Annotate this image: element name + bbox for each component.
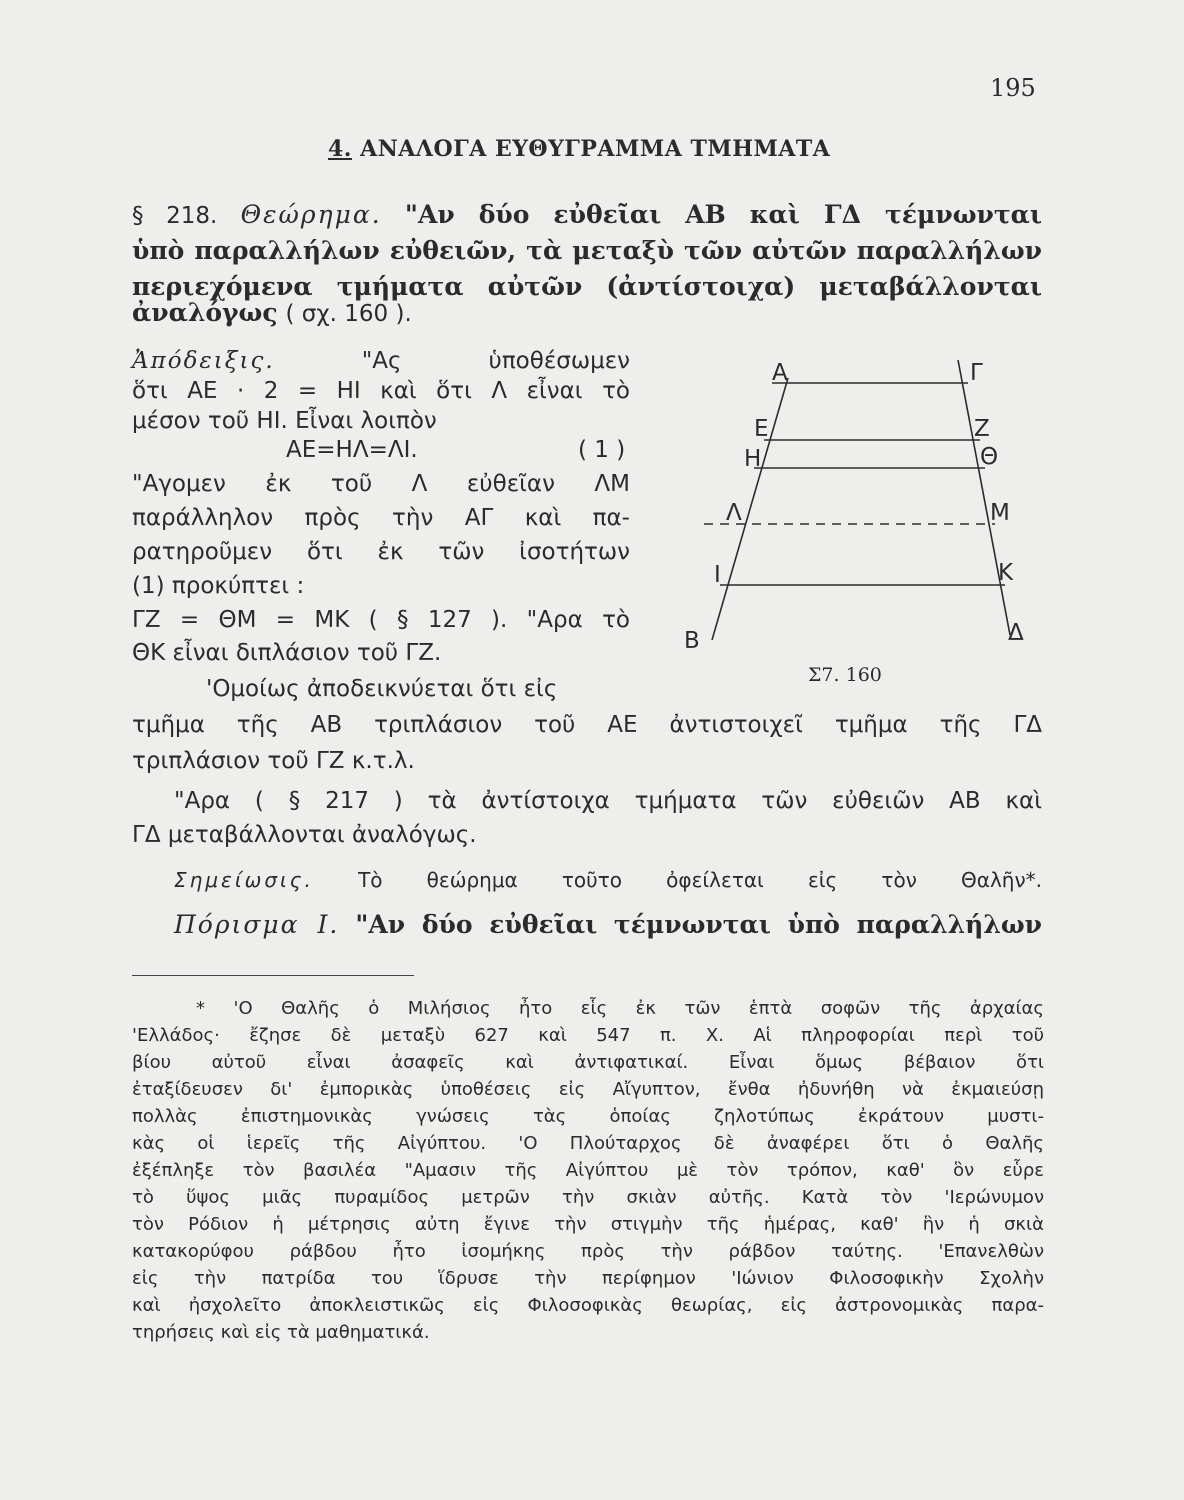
label-Z: Ζ [974, 416, 990, 442]
proof-line-5: "Αγομεν ἐκ τοῦ Λ εὐθεῖαν ΛΜ [132, 471, 630, 497]
theorem-ref: ( σχ. 160 ). [285, 301, 412, 327]
label-L: Λ [726, 500, 742, 526]
label-K: Κ [998, 560, 1014, 586]
label-B: Β [684, 628, 700, 654]
footnote-line-4: ἐταξίδευσεν δι' ἐμπορικὰς ὑποθέσεις εἰς Αἴγυπτον, ἔνθα ἠδυνήθη νὰ ἐκμαιεύσῃ [132, 1079, 1044, 1100]
proof-line-7: ρατηροῦμεν ὅτι ἐκ τῶν ἰσοτήτων [132, 539, 630, 565]
theorem-section: § 218. [132, 203, 218, 229]
corollary-text: "Αν δύο εὐθεῖαι τέμνωνται ὑπὸ παραλλήλων [355, 910, 1042, 939]
line-GD [958, 360, 1010, 635]
theorem-text-4: ἀναλόγως [132, 298, 278, 327]
theorem-line-1 [132, 200, 1042, 229]
figure-caption: Σ7. 160 [808, 664, 882, 686]
label-E: Ε [754, 416, 769, 442]
proof-line-6: παράλληλον πρὸς τὴν ΑΓ καὶ πα- [132, 505, 630, 531]
heading-number: 4. [328, 136, 352, 162]
heading-title: ΑΝΑΛΟΓΑ ΕΥΘΥΓΡΑΜΜΑ ΤΜΗΜΑΤΑ [351, 136, 831, 162]
footnote-line-10: κατακορύφου ράβδου ἦτο ἰσομήκης πρὸς τὴν ράβδον ταύτης. 'Επανελθὼν [132, 1241, 1044, 1262]
page-number: 195 [990, 74, 1036, 102]
similarly-first: 'Ομοίως ἀποδεικνύεται ὅτι εἰς [206, 676, 558, 702]
footnote-line-8: τὸ ὕψος μιᾶς πυραμίδος μετρῶν τὴν σκιὰν αὐτῆς. Κατὰ τὸν 'Ιερώνυμον [132, 1187, 1044, 1208]
proof-line-1 [132, 348, 630, 374]
footnote-line-5: πολλὰς ἐπιστημονικὰς γνώσεις τὰς ὁποίας ζηλοτύπως ἐκράτουν μυστι- [132, 1106, 1044, 1127]
proof-line-8: (1) προκύπτει : [132, 573, 305, 599]
proof-line-9: ΓΖ = ΘΜ = ΜΚ ( § 127 ). "Αρα τὸ [132, 607, 630, 633]
label-G: Γ [970, 360, 983, 386]
footnote-line-6: κὰς οἱ ἱερεῖς τῆς Αἰγύπτου. 'Ο Πλούταρχος δὲ ἀναφέρει ὅτι ὁ Θαλῆς [132, 1133, 1044, 1154]
proof-first: "Ας ὑποθέσωμεν [361, 348, 630, 374]
theorem-line-4 [132, 298, 1042, 327]
footnote-line-1: * 'Ο Θαλῆς ὁ Μιλήσιος ἦτο εἷς ἐκ τῶν ἑπτὰ σοφῶν τῆς ἀρχαίας [196, 998, 1044, 1019]
line-AB [712, 378, 788, 640]
footnote-line-11: εἰς τὴν πατρίδα του ἵδρυσε τὴν περίφημον 'Ιώνιον Φιλοσοφικὴν Σχολὴν [132, 1268, 1044, 1289]
equation: ΑΕ=ΗΛ=ΛΙ. [286, 437, 418, 463]
footnote-line-3: βίου αὐτοῦ εἶναι ἀσαφεῖς καὶ ἀντιφατικαί. Εἶναι ὅμως βέβαιον ὅτι [132, 1052, 1044, 1073]
footnote-line-2: 'Ελλάδος· ἔζησε δὲ μεταξὺ 627 καὶ 547 π. Χ. Αἱ πληροφορίαι περὶ τοῦ [132, 1025, 1044, 1046]
section-heading [328, 136, 830, 162]
label-M: Μ [990, 500, 1010, 526]
proof-label: Ἀπόδειξις. [132, 348, 275, 374]
similarly-line-1: τμῆμα τῆς ΑΒ τριπλάσιον τοῦ ΑΕ ἀντιστοιχεῖ τμῆμα τῆς ΓΔ [132, 712, 1042, 738]
footnote-line-7: ἐξέπληξε τὸν βασιλέα "Αμασιν τῆς Αἰγύπτου μὲ τὸν τρόπον, καθ' ὃν εὗρε [132, 1160, 1044, 1181]
label-D: Δ [1008, 620, 1024, 646]
remark-text: Τὸ θεώρημα τοῦτο ὀφείλεται εἰς τὸν Θαλῆν*. [358, 868, 1042, 892]
corollary [174, 910, 1042, 939]
figure-160 [680, 350, 1050, 690]
remark [174, 868, 1042, 892]
proof-line-10: ΘΚ εἶναι διπλάσιον τοῦ ΓΖ. [132, 640, 442, 666]
footnote-line-13: τηρήσεις καὶ εἰς τὰ μαθηματικά. [132, 1322, 430, 1343]
label-H: Η [744, 446, 762, 472]
theorem-line-2: ὑπὸ παραλλήλων εὐθειῶν, τὰ μεταξὺ τῶν αὐτῶν παραλλήλων [132, 236, 1042, 265]
conclusion-line-1: "Αρα ( § 217 ) τὰ ἀντίστοιχα τμήματα τῶν εὐθειῶν ΑΒ καὶ [174, 788, 1042, 814]
theorem-line-3: περιεχόμενα τμήματα αὐτῶν (ἀντίστοιχα) μεταβάλλονται [132, 272, 1042, 301]
label-I: Ι [714, 562, 721, 588]
theorem-label: Θεώρημα. [240, 200, 382, 229]
corollary-label: Πόρισμα Ι. [174, 910, 340, 939]
similarly-line-2: τριπλάσιον τοῦ ΓΖ κ.τ.λ. [132, 748, 415, 774]
footnote-line-12: καὶ ἠσχολεῖτο ἀποκλειστικῶς εἰς Φιλοσοφικὰς θεωρίας, εἰς ἀστρονομικὰς παρα- [132, 1295, 1044, 1316]
equation-number: ( 1 ) [578, 437, 626, 463]
footnote-line-9: τὸν Ρόδιον ἡ μέτρησις αὐτη ἔγινε τὴν στιγμὴν τῆς ἡμέρας, καθ' ἣν ἡ σκιὰ [132, 1214, 1044, 1235]
proof-line-2: ὅτι ΑΕ · 2 = ΗΙ καὶ ὅτι Λ εἶναι τὸ [132, 378, 630, 404]
theorem-text-1: "Αν δύο εὐθεῖαι ΑΒ καὶ ΓΔ τέμνωνται [404, 200, 1042, 229]
label-TH: Θ [980, 444, 999, 470]
conclusion-line-2: ΓΔ μεταβάλλονται ἀναλόγως. [132, 822, 477, 848]
proof-line-3: μέσον τοῦ ΗΙ. Εἶναι λοιπὸν [132, 408, 437, 434]
remark-label: Σημείωσις. [174, 868, 314, 892]
label-A: Α [772, 360, 788, 386]
footnote-divider [132, 975, 414, 976]
